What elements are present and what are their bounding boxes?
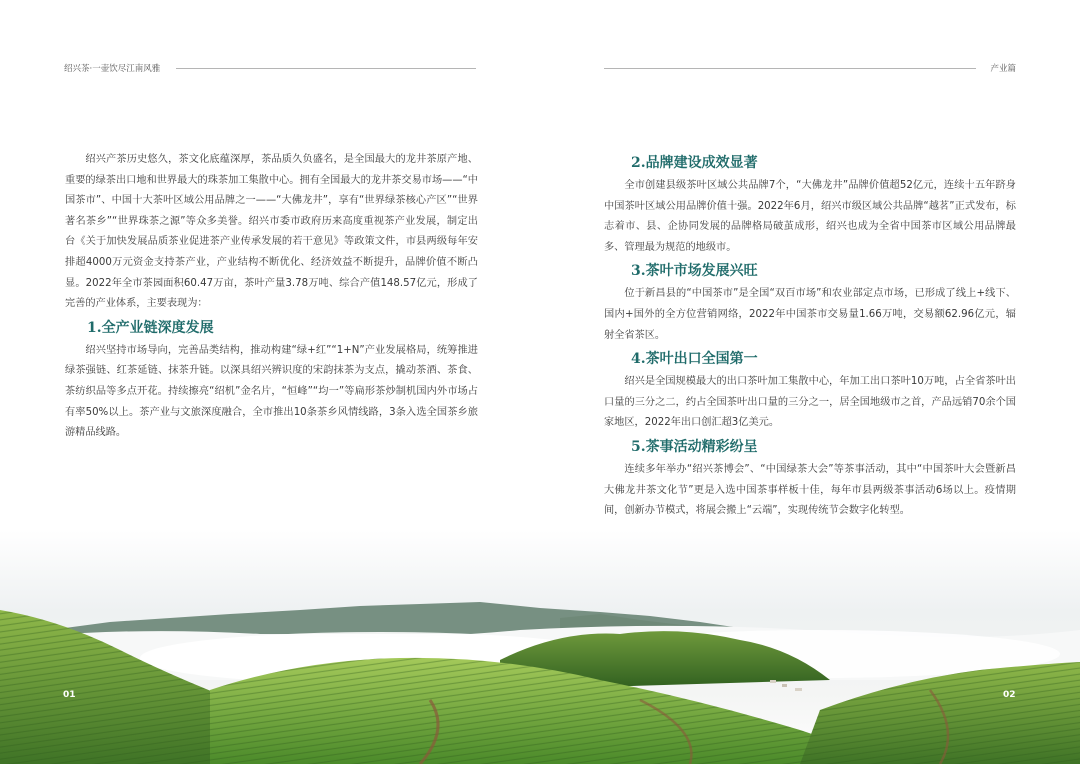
- header-rule-right: [604, 68, 976, 69]
- section-4-heading: 4.茶叶出口全国第一: [631, 351, 758, 368]
- page-number-right: 02: [1003, 690, 1016, 700]
- intro-paragraph: 绍兴产茶历史悠久，茶文化底蕴深厚，茶品质久负盛名，是全国最大的龙井茶原产地、重要的绿茶出口地和世界最大的珠茶加工集散中心。拥有全国最大的龙井茶交易市场——“中国茶市”、中国十大茶叶区域公用品牌之一——“大佛龙井”，享有“世界绿茶核心产区”“世界著名茶乡”“世界珠茶之源”等众多美誉。绍兴市委市政府历来高度重视茶产业发展，制定出台《关于加快发展品质茶业促进茶产业传承发展的若干意见》等政策文件，市县两级每年安排超4000万元资金支持茶产业，产业结构不断优化、经济效益不断提升，品牌价值不断凸显。2022年全市茶园面积60.47万亩，茶叶产量3.78万吨、综合产值148.57亿元，形成了完善的产业体系，主要表现为：: [65, 154, 478, 310]
- running-header-right: 产业篇: [990, 64, 1016, 74]
- right-text-column: [604, 150, 1016, 522]
- section-1-heading: 1.全产业链深度发展: [87, 319, 214, 336]
- running-header-left: 绍兴茶·一壶饮尽江南风雅: [64, 64, 161, 74]
- section-3-paragraph: 位于新昌县的“中国茶市”是全国“双百市场”和农业部定点市场，已形成了线上+线下、国内+国外的全方位营销网络，2022年中国茶市交易量1.66万吨，交易额62.96亿元，辐射全省茶区。: [604, 288, 1016, 341]
- section-2-heading: 2.品牌建设成效显著: [631, 155, 758, 171]
- tea-plantation-landscape-image: [0, 530, 1080, 764]
- left-text-column: [65, 150, 478, 444]
- page-number-left: 01: [63, 690, 76, 700]
- section-5-heading: 5.茶事活动精彩纷呈: [631, 438, 758, 455]
- section-4-paragraph: 绍兴是全国规模最大的出口茶叶加工集散中心，年加工出口茶叶10万吨，占全省茶叶出口量的三分之二，约占全国茶叶出口量的三分之一，居全国地级市之首，产品远销70余个国家地区，2022年出口创汇超3亿美元。: [604, 376, 1016, 429]
- section-2-paragraph: 全市创建县级茶叶区域公共品牌7个，“大佛龙井”品牌价值超52亿元，连续十五年跻身中国茶叶区域公用品牌价值十强。2022年6月，绍兴市级区域公共品牌“越茗”正式发布，标志着市、县、企协同发展的品牌格局破茧成形，绍兴也成为全省中国茶市区域公用品牌最多、管理最为规范的地级市。: [604, 180, 1016, 253]
- section-1-paragraph: 绍兴坚持市场导向，完善品类结构，推动构建“绿+红”“1+N”产业发展格局，统筹推进绿茶强链、红茶延链、抹茶升链。以深具绍兴辨识度的宋韵抹茶为支点，撬动茶酒、茶食、茶纺织品等多点开花。持续擦亮“绍机”金名片，“恒峰”“均一”等扁形茶炒制机国内外市场占有率50%以上。茶产业与文旅深度融合，全市推出10条茶乡风情线路，3条入选全国茶乡旅游精品线路。: [65, 344, 478, 439]
- section-3-heading: 3.茶叶市场发展兴旺: [631, 263, 758, 280]
- header-rule-left: [176, 68, 476, 69]
- section-5-paragraph: 连续多年举办“绍兴茶博会”、“中国绿茶大会”等茶事活动，其中“中国茶叶大会暨新昌大佛龙井茶文化节”更是入选中国茶事样板十佳，每年市县两级茶事活动6场以上。疫情期间，创新办节模式，将展会搬上“云端”，实现传统节会数字化转型。: [604, 463, 1016, 517]
